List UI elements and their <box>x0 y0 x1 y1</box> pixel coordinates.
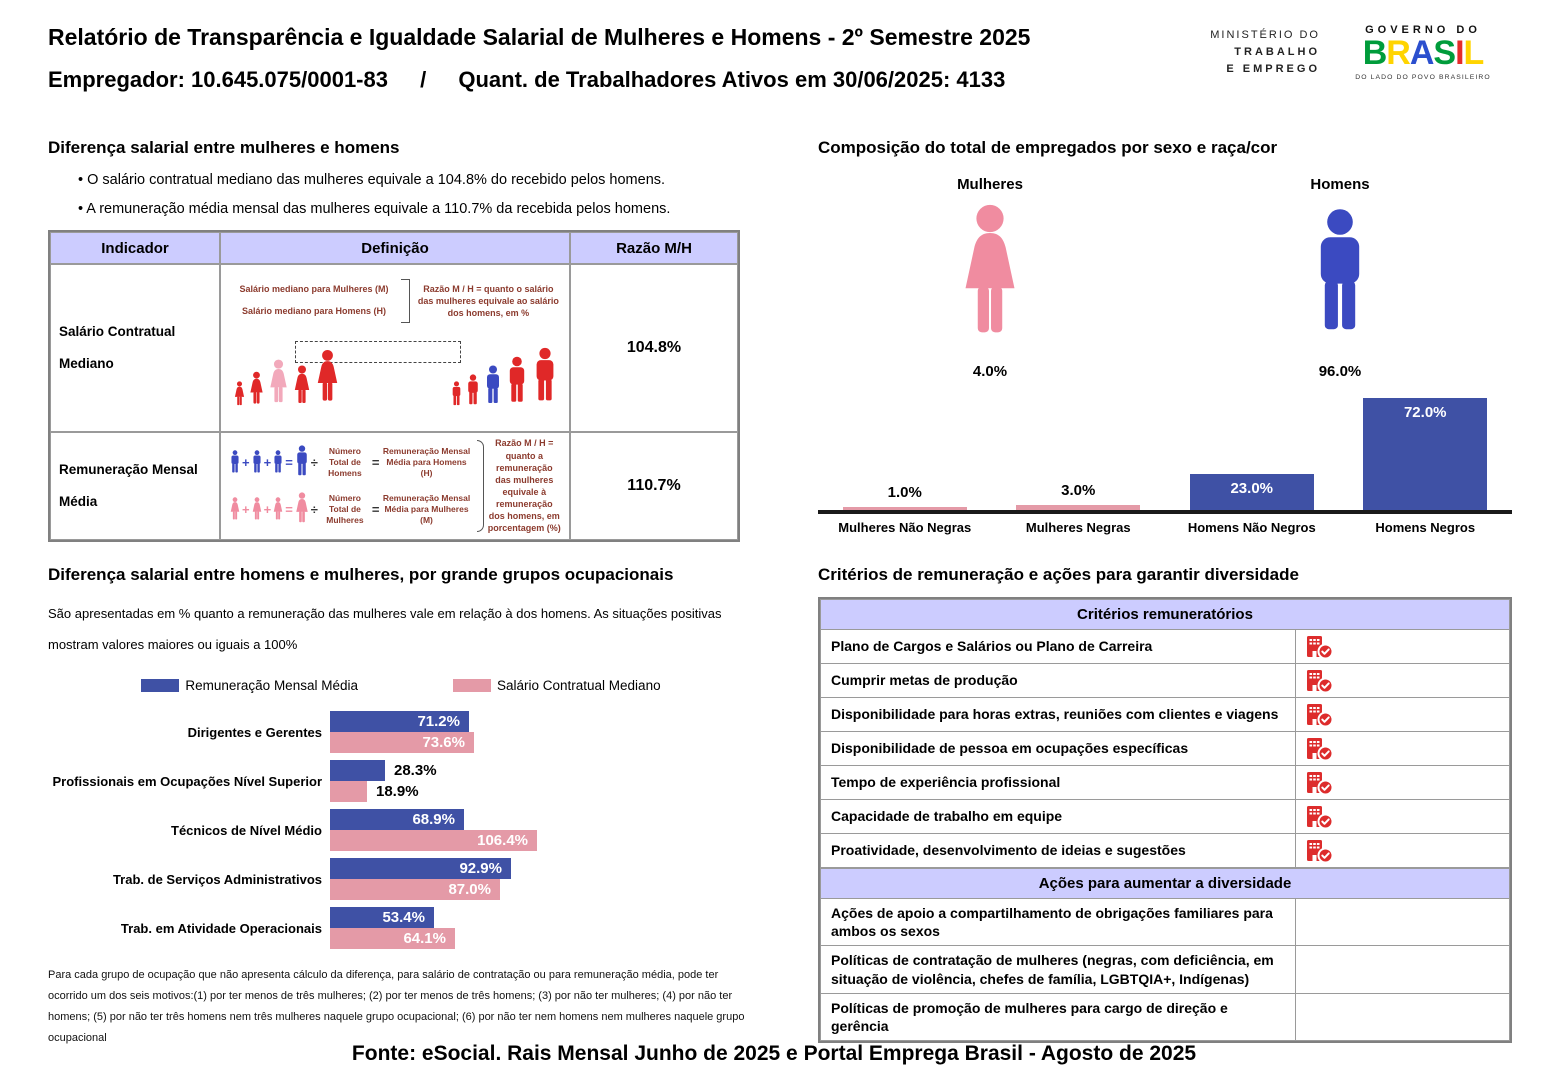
bar-row <box>330 928 754 949</box>
bar-slot <box>1165 392 1339 510</box>
bar-row <box>330 711 754 732</box>
criteria-row <box>820 664 1510 698</box>
criteria-status-cell <box>1295 766 1509 799</box>
criteria-status-cell <box>1295 946 1509 992</box>
criteria-label: Capacidade de trabalho em equipe <box>831 808 1063 825</box>
man-icon <box>450 381 463 409</box>
criteria-row <box>820 766 1510 800</box>
bar-row <box>330 732 754 753</box>
salary-gap-section <box>48 138 742 542</box>
brasil-letter: B <box>1362 34 1387 72</box>
criteria-table <box>818 597 1512 1043</box>
men-group <box>450 347 559 409</box>
bar-3 <box>1363 398 1487 510</box>
employer-id: Empregador: 10.645.075/0001-83 <box>48 67 388 92</box>
criteria-label: Plano de Cargos e Salários ou Plano de Carreira <box>831 638 1153 655</box>
occupation-bars <box>330 809 754 851</box>
man-icon <box>531 347 559 409</box>
occupation-group <box>48 760 754 802</box>
occupation-group <box>48 809 754 851</box>
company-check-icon <box>1306 770 1333 795</box>
occupational-subtitle: São apresentadas em % quanto a remuneração das mulheres vale em relação à dos homens. As situações positivas mostram valores maiores ou iguais a 100% <box>48 606 722 652</box>
man-icon <box>272 450 284 476</box>
woman-icon <box>251 497 263 523</box>
men-result-label: Remuneração Mensal Média para Homens (H) <box>382 445 471 479</box>
chart-legend <box>48 678 754 693</box>
bar-row <box>330 830 754 851</box>
bar-category-label: Homens Negros <box>1375 520 1476 535</box>
criteria-row <box>820 946 1510 993</box>
ministry-line: E EMPREGO <box>1226 62 1320 75</box>
bar-value-label: 18.9% <box>376 783 419 801</box>
composition-title: Composição do total de empregados por sexo e raça/cor <box>818 138 1278 157</box>
source-footer: Fonte: eSocial. Rais Mensal Junho de 2025 e Portal Emprega Brasil - Agosto de 2025 <box>351 1042 1197 1065</box>
legend-swatch <box>453 679 491 692</box>
criteria-label: Disponibilidade para horas extras, reuniões com clientes e viagens <box>831 706 1279 723</box>
indicator-cell: Remuneração Mensal Média <box>50 432 220 540</box>
bar-value-label: 72.0% <box>1403 404 1447 421</box>
bar-value-label: 92.9% <box>459 860 502 878</box>
employer-line <box>48 67 1188 93</box>
criteria-label: Proatividade, desenvolvimento de ideias e sugestões <box>831 842 1186 859</box>
race-gender-bar-chart <box>818 392 1512 535</box>
occupation-label: Trab. em Atividade Operacionais <box>120 920 322 936</box>
bar-category-label: Mulheres Negras <box>1025 520 1131 535</box>
occupation-group <box>48 711 754 753</box>
composition-section <box>818 138 1512 535</box>
salary-gap-title: Diferença salarial entre mulheres e homens <box>48 138 400 157</box>
bar-fill <box>330 781 367 802</box>
criteria-status-cell <box>1295 698 1509 731</box>
company-check-icon <box>1306 702 1333 727</box>
woman-icon <box>248 371 265 409</box>
man-icon <box>251 450 263 476</box>
occupation-label: Dirigentes e Gerentes <box>187 724 322 740</box>
report-title: Relatório de Transparência e Igualdade Salarial de Mulheres e Homens - 2º Semestre 2025 <box>48 24 1031 50</box>
legend-label: Salário Contratual Mediano <box>496 678 661 694</box>
actions-subheader: Ações para aumentar a diversidade <box>820 868 1510 899</box>
report-header <box>48 24 1188 93</box>
criteria-status-cell <box>1295 800 1509 833</box>
criteria-row <box>820 732 1510 766</box>
ministry-line: TRABALHO <box>1234 45 1320 58</box>
occupation-bars <box>330 858 754 900</box>
brasil-letter: L <box>1463 34 1484 72</box>
occupation-group <box>48 858 754 900</box>
bar-row <box>330 760 754 781</box>
bar-value-label: 64.1% <box>403 930 446 948</box>
legend-item <box>453 678 661 693</box>
women-mean-formula: + + = ÷ Número Total de Mulheres = Remuneração Mensal Média para Mulheres (M) <box>229 486 473 533</box>
occupation-bars <box>330 711 754 753</box>
man-icon <box>505 356 529 409</box>
male-label: Homens <box>1310 176 1370 193</box>
woman-icon <box>272 497 284 523</box>
company-check-icon <box>1306 804 1333 829</box>
bullet-item: • A remuneração média mensal das mulheres equivale a 110.7% da recebida pelos homens. <box>78 201 671 217</box>
bar-row <box>330 809 754 830</box>
salary-gap-bullets <box>78 172 742 217</box>
criteria-section <box>818 565 1512 1043</box>
ministry-logo <box>1210 27 1320 78</box>
brasil-wordmark <box>1338 36 1508 72</box>
women-result-label: Remuneração Mensal Média para Mulheres (M) <box>382 492 471 526</box>
criteria-status-cell <box>1295 994 1509 1040</box>
woman-icon-highlight <box>267 359 290 409</box>
gov-logo-tagline: DO LADO DO POVO BRASILEIRO <box>1355 73 1491 81</box>
bar-value-label: 3.0% <box>1061 482 1096 499</box>
occupation-label: Trab. de Serviços Administrativos <box>112 871 322 887</box>
criteria-status-cell <box>1295 899 1509 945</box>
chart-baseline <box>818 510 1512 514</box>
bar-row <box>330 879 754 900</box>
bar-row <box>330 907 754 928</box>
bar-category-label: Mulheres Não Negras <box>838 520 972 535</box>
occupation-group <box>48 907 754 949</box>
bar-value-label: 53.4% <box>382 909 425 927</box>
criteria-label: Cumprir metas de produção <box>831 672 1018 689</box>
criteria-status-cell <box>1295 732 1509 765</box>
median-ratio-note: Razão M / H = quanto o salário das mulheres equivale ao salário dos homens, em % <box>417 283 559 319</box>
definition-cell-mean <box>220 432 570 540</box>
criteria-label: Políticas de promoção de mulheres para cargo de direção e gerência <box>831 999 1228 1034</box>
criteria-subheader: Critérios remuneratórios <box>820 599 1510 630</box>
legend-label: Remuneração Mensal Média <box>185 678 358 694</box>
definition-cell-median <box>220 264 570 432</box>
male-share <box>1220 176 1460 380</box>
legend-item <box>141 678 358 693</box>
men-divisor-label: Número Total de Homens <box>328 445 362 479</box>
indicator-cell: Salário Contratual Mediano <box>50 264 220 432</box>
woman-icon <box>233 381 246 409</box>
female-percentage: 4.0% <box>972 363 1008 380</box>
ratio-value: 104.8% <box>570 264 738 432</box>
man-icon-highlight <box>483 365 503 409</box>
occupational-bar-chart <box>48 711 754 949</box>
company-check-icon <box>1306 736 1333 761</box>
bullet-item: • O salário contratual mediano das mulheres equivale a 104.8% do recebido pelos homens. <box>78 172 666 188</box>
man-icon <box>1308 203 1372 353</box>
bar-value-label: 68.9% <box>412 811 455 829</box>
bar-fill <box>330 760 385 781</box>
bar-value-label: 73.6% <box>422 734 465 752</box>
mean-ratio-note: Razão M / H = quanto a remuneração das mulheres equivale à remuneração dos homens, em porcentagem (%) <box>487 438 561 534</box>
brasil-letter: I <box>1455 34 1464 72</box>
bar-value-label: 1.0% <box>887 484 922 501</box>
criteria-status-cell <box>1295 630 1509 663</box>
active-workers: Quant. de Trabalhadores Ativos em 30/06/2025: 4133 <box>458 67 1006 92</box>
criteria-row <box>820 630 1510 664</box>
man-icon <box>229 450 241 476</box>
criteria-row <box>820 834 1510 868</box>
bar-value-label: 28.3% <box>394 762 437 780</box>
gender-split <box>818 158 1512 388</box>
bar-0 <box>843 507 967 510</box>
woman-icon <box>956 203 1024 353</box>
criteria-label: Tempo de experiência profissional <box>831 774 1061 791</box>
criteria-label: Disponibilidade de pessoa em ocupações específicas <box>831 740 1189 757</box>
criteria-row <box>820 994 1510 1041</box>
bar-1 <box>1016 505 1140 510</box>
occupation-bars <box>330 907 754 949</box>
men-mean-formula: + + = ÷ Número Total de Homens = Remuneração Mensal Média para Homens (H) <box>229 439 473 486</box>
median-men-label: Salário mediano para Homens (H) <box>241 306 387 316</box>
occupational-footnote: Para cada grupo de ocupação que não apresenta cálculo da diferença, para salário de contratação ou para remuneração média, pode ter ocorrido um dos seis motivos:(1) por ter menos de três mulheres; (2) por ter menos de três homens; (3) por não ter mulheres; (4) por não ter homens; (5) por não ter três homens nem três mulheres naquele grupo ocupacional; (6) por não ter nem homens nem mulheres naquele grupo ocupacional <box>48 969 745 1044</box>
bar-value-label: 87.0% <box>448 881 491 899</box>
gov-logo-top-text: GOVERNO DO <box>1365 24 1481 36</box>
bar-row <box>330 858 754 879</box>
brasil-letter: S <box>1433 34 1456 72</box>
male-percentage: 96.0% <box>1318 363 1362 380</box>
occupational-section <box>48 565 754 1049</box>
criteria-label: Políticas de contratação de mulheres (negras, com deficiência, em situação de violência, chefes de família, LGBTQIA+, Indígenas) <box>831 952 1274 987</box>
bar-2 <box>1190 474 1314 510</box>
occupation-label: Profissionais em Ocupações Nível Superior <box>52 773 322 789</box>
column-header: Razão M/H <box>570 232 738 264</box>
criteria-title: Critérios de remuneração e ações para garantir diversidade <box>818 565 1299 584</box>
median-women-label: Salário mediano para Mulheres (M) <box>239 284 389 295</box>
brasil-letter: R <box>1386 34 1410 72</box>
brace-shape <box>477 440 484 532</box>
man-icon <box>294 445 310 480</box>
bar-value-label: 71.2% <box>417 713 460 731</box>
brasil-letter: A <box>1409 34 1434 72</box>
criteria-row <box>820 698 1510 732</box>
salary-gap-table <box>48 230 740 542</box>
governo-do-brasil-logo <box>1338 24 1508 81</box>
criteria-row <box>820 800 1510 834</box>
bar-value-label: 23.0% <box>1230 480 1274 497</box>
legend-swatch <box>141 679 179 692</box>
company-check-icon <box>1306 668 1333 693</box>
column-header: Definição <box>220 232 570 264</box>
women-group <box>233 349 341 409</box>
woman-icon <box>292 365 312 409</box>
woman-icon <box>314 349 341 409</box>
median-figures-diagram <box>229 327 561 413</box>
bar-slot <box>818 392 992 510</box>
ratio-value: 110.7% <box>570 432 738 540</box>
criteria-label: Ações de apoio a compartilhamento de obrigações familiares para ambos os sexos <box>831 905 1273 940</box>
company-check-icon <box>1306 634 1333 659</box>
ministry-line: MINISTÉRIO DO <box>1210 28 1320 41</box>
bar-slot <box>992 392 1166 510</box>
man-icon <box>465 374 481 409</box>
female-share <box>870 176 1110 380</box>
women-divisor-label: Número Total de Mulheres <box>326 492 364 526</box>
occupation-label: Técnicos de Nível Médio <box>171 822 322 838</box>
occupation-bars <box>330 760 754 802</box>
bar-category-label: Homens Não Negros <box>1187 520 1316 535</box>
woman-icon <box>229 497 241 523</box>
criteria-row <box>820 899 1510 946</box>
company-check-icon <box>1306 838 1333 863</box>
column-header: Indicador <box>50 232 220 264</box>
bracket-shape <box>401 279 410 323</box>
bar-value-label: 106.4% <box>477 832 528 850</box>
criteria-status-cell <box>1295 664 1509 697</box>
occupational-title: Diferença salarial entre homens e mulheres, por grande grupos ocupacionais <box>48 565 674 584</box>
criteria-status-cell <box>1295 834 1509 867</box>
woman-icon <box>294 492 310 527</box>
bar-row <box>330 781 754 802</box>
header-logos <box>1210 24 1508 81</box>
bar-slot <box>1339 392 1513 510</box>
female-label: Mulheres <box>957 176 1023 193</box>
separator: / <box>420 67 427 92</box>
